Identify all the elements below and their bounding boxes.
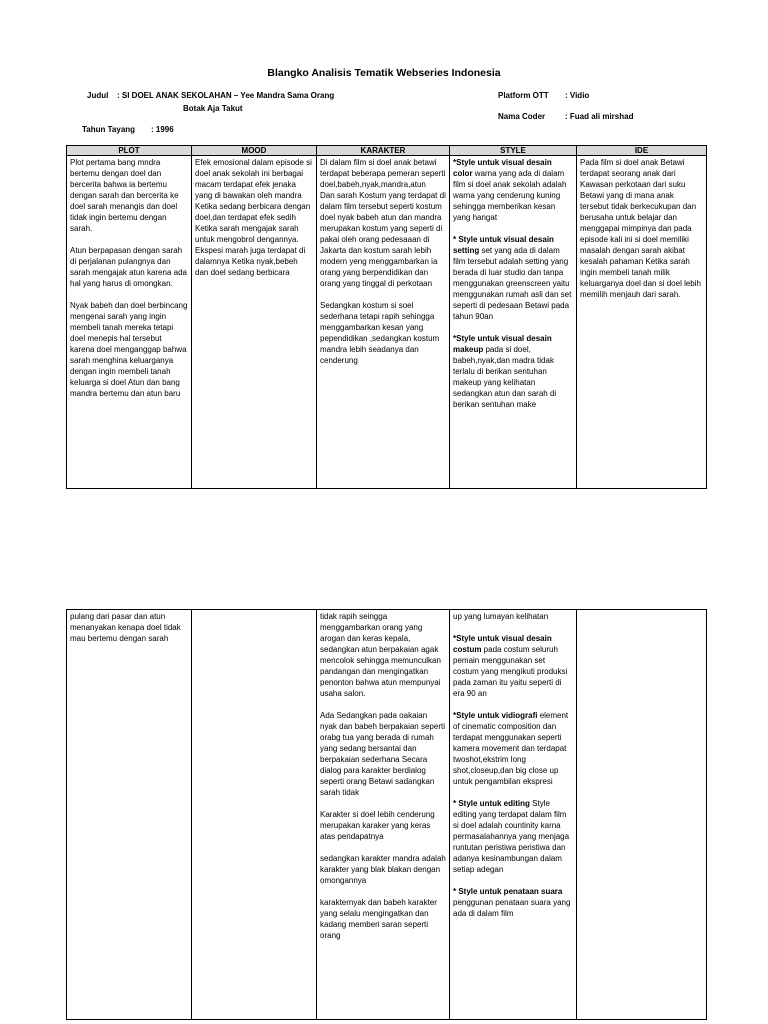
coder-label: Nama Coder (498, 112, 546, 121)
karakter-paragraph: Karakter si doel lebih cenderung merupakan karaker yang keras atas pendapatnya (320, 810, 435, 841)
style-cell (450, 610, 577, 1020)
header-karakter: KARAKTER (317, 146, 450, 156)
karakter-paragraph: sedangkan karakter mandra adalah karakter yang blak blakan dengan omongannya (320, 854, 446, 885)
style-lead: *Style untuk visual desain makeup (453, 334, 552, 354)
style-paragraph (453, 333, 573, 410)
table-row (67, 610, 707, 1020)
style-text: pada si doel, babeh,nyak,dan madra tidak terlalu di berikan sentuhan makeup yang kelihatan sedangkan atun dan sarah di berikan sentuhan make (453, 345, 557, 409)
style-text: penggunan penataan suara yang ada di dalam film (453, 898, 571, 918)
header-mood: MOOD (192, 146, 317, 156)
style-lead: * Style untuk editing (453, 799, 530, 808)
ide-cell (577, 156, 707, 489)
style-text: element of cinematic composition dan terdapat menggunakan seperti kamera movement dan terdapat twoshot,ekstrim long shot,closeup,dan big close up untuk pengambilan ekspresi (453, 711, 569, 786)
judul-value-line2: Botak Aja Takut (183, 104, 243, 113)
style-lead: *Style untuk visual desain costum (453, 634, 552, 654)
ide-cell (577, 610, 707, 1020)
tahun-label: Tahun Tayang (82, 125, 136, 134)
style-cell (450, 156, 577, 489)
page-gap (0, 520, 768, 593)
karakter-paragraph: Sedangkan kostum si soel sederhana tetapi rapih sehingga menggambarkan kesan yang pependidikan ,sedangkan kostum mandra lebih seadanya dan cenderung (320, 301, 440, 365)
header-plot: PLOT (67, 146, 192, 156)
style-paragraph: up yang lumayan kelihatan (453, 612, 549, 621)
plot-cell (67, 156, 192, 489)
table-header-row (67, 146, 707, 156)
coder-value: : Fuad ali mirshad (565, 112, 634, 121)
plot-paragraph: Plot pertama bang mndra bertemu dengan doel dan bercerita bahwa ia bertemu dengan sarah dan bercerita ke doel sarah menangis dan doel tidak ingin bertemu dengan sarah. (70, 158, 179, 233)
plot-paragraph: Nyak babeh dan doel berbincang mengenai sarah yang ingin membeli tanah mereka tetapi doel menepis hal tersebut karena doel menganggap bahwa sarah menghina keluarganya dengan ingin membeli tanah keluarga si doel Atun dan bang mandra bertemu dan atun baru (70, 301, 188, 398)
ide-paragraph: Pada film si doel anak Betawi terdapat seorang anak dari Kawasan perkotaan dari suku Betawi yang di mana anak tersebut tidak berkecukupan dan berusaha untuk belajar dan menggapai mimpinya dan pada episode kali ini si doel memiliki masalah dengan sarah akibat kesalah pahaman Ketika sarah ingin membeli tanah milik keluarganya doel dan si doel lebih memilih menjauh dari sarah. (580, 158, 701, 299)
document-title: Blangko Analisis Tematik Webseries Indonesia (267, 67, 501, 79)
style-lead: *Style untuk visual desain color (453, 158, 552, 178)
analysis-table (66, 145, 707, 489)
analysis-table-continued (66, 609, 707, 1020)
style-paragraph (453, 710, 573, 787)
style-paragraph (453, 886, 573, 919)
style-lead: * Style untuk visual desain setting (453, 235, 554, 255)
judul-label: Judul (87, 91, 109, 100)
plot-paragraph: Atun berpapasan dengan sarah di perjalanan pulangnya dan sarah mengajak atun karena ada hal yang harus di omongkan. (70, 246, 187, 288)
karakter-cell (317, 610, 450, 1020)
karakter-paragraph: Dan sarah Kostum yang terdapat di dalam film tersebut seperti kostum doel nyak babeh atun dan mandra merupakan kostum yang seperti di pakai oleh orang pedesaaan di Jakarta dan kostum sarah lebih modern yeng menggambarkan ia orang yang berpendidikan dan orang yang tinggal di perkotaan (320, 191, 446, 288)
style-lead: *Style untuk vidiografi (453, 711, 538, 720)
platform-value: : Vidio (565, 91, 590, 100)
style-paragraph (453, 157, 573, 223)
mood-cell (192, 156, 317, 489)
mood-cell (192, 610, 317, 1020)
style-paragraph (453, 798, 573, 875)
platform-label: Platform OTT (498, 91, 549, 100)
table-row (67, 156, 707, 489)
style-text: set yang ada di dalam film tersebut adalah setting yang berada di luar studio dan tanpa menggunakan greenscreen yaitu menggunakan rumah asli dan set seperti di pedesaan Betawi pada tahun 90an (453, 246, 572, 321)
style-text: Style editing yang terdapat dalam film si doel adalah countinity karna permasalahannya yang menjaga runtutan peristiwa peristiwa dan adanya kesinambungan dalam setiap adegan (453, 799, 570, 874)
tahun-value: : 1996 (151, 125, 174, 134)
style-text: warna yang ada di dalam film si doel anak sekolah adalah warna yang cenderung kuning sehingga memberikan kesan yang hangat (453, 169, 567, 222)
karakter-paragraph: tidak rapih seingga menggambarkan orang yang arogan dan keras kepala, sedangkan atun berpakaian agak mencolok sehingga memunculkan pandangan dan mengingatkan penonton bahwa atun mempunyai usaha salon. (320, 612, 441, 698)
style-paragraph (453, 234, 573, 322)
karakter-cell (317, 156, 450, 489)
style-paragraph (453, 633, 573, 699)
header-style: STYLE (450, 146, 577, 156)
mood-paragraph: Efek emosional dalam episode si doel anak sekolah ini berbagai macam terdapat efek jenaka yang di bawakan oleh mandra Ketika sedang berbicara dengan doel,dan terdapat efek sedih Ketika sarah mengajak sarah untuk mengobrol dengannya. Ekspesi marah juga terdapat di dalamnya Ketika nyak,bebeh dan doel sedang berbicara (195, 158, 312, 277)
karakter-paragraph: Di dalam film si doel anak betawi terdapat beberapa pemeran seperti doel,babeh,nyak,mandra,atun (320, 158, 446, 189)
karakter-paragraph: karakternyak dan babeh karakter yang selalu mengingatkan dan kadang memberi saran seperti orang (320, 898, 437, 940)
style-lead: * Style untuk penataan suara (453, 887, 563, 896)
header-ide: IDE (577, 146, 707, 156)
plot-cell (67, 610, 192, 1020)
plot-paragraph: pulang dari pasar dan atun menanyakan kenapa doel tidak mau bertemu dengan sarah (70, 612, 181, 643)
karakter-paragraph: Ada Sedangkan pada oakaian nyak dan babeh berpakaian seperti orabg tua yang berada di rumah yang sedang bersantai dan berpakaian sederhana Secara dialog para karakter berdialog seperti orang Betawi sadangkan sarah tidak (320, 711, 445, 797)
style-text: pada costum seluruh pemain menggunakan set costum yang mengikuti produksi pada zaman itu yaitu seperti di era 90 an (453, 645, 568, 698)
judul-value: : SI DOEL ANAK SEKOLAHAN – Yee Mandra Sama Orang (117, 91, 335, 100)
